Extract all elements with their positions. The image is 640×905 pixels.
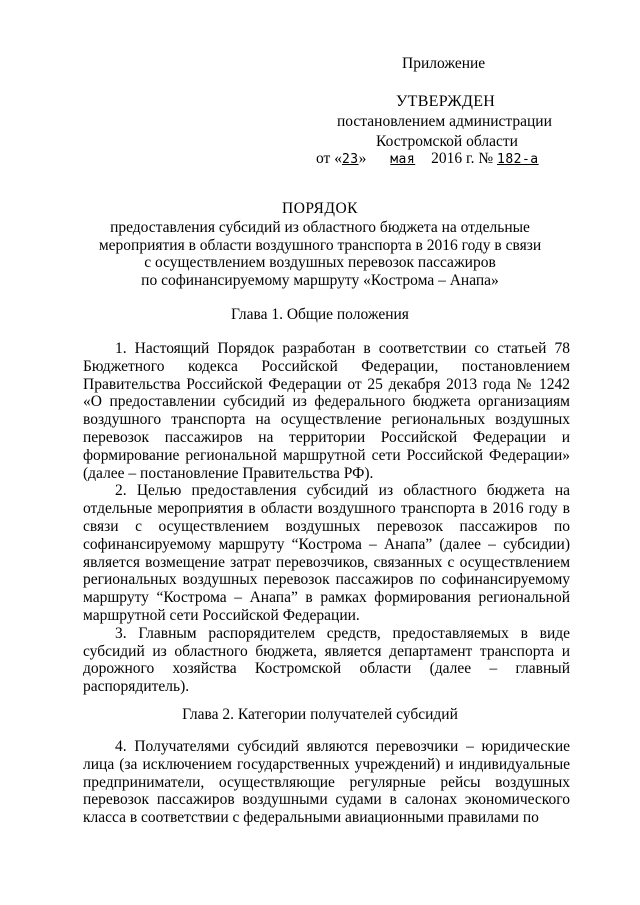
paragraph: 4. Получателями субсидий являются перевозчики – юридические лица (за исключением государственных учреждений) и индивидуальные предприниматели, осуществляющие регулярные рейсы воздушных перевозок пассажиров воздушными судами в салонах экономического класса в соответствии с федеральными авиационными правилами по (83, 738, 570, 827)
document-title: ПОРЯДОК (282, 200, 358, 217)
subtitle-line: с осуществлением воздушных перевозок пассажиров (144, 254, 496, 271)
approved-label: УТВЕРЖДЕН (396, 93, 496, 110)
decree-date-line (316, 150, 539, 168)
subtitle-line: мероприятия в области воздушного транспорта в 2016 году в связи (98, 236, 542, 254)
date-day: 23 (341, 152, 359, 167)
subtitle-line: предоставления субсидий из областного бюджета на отдельные (110, 219, 530, 236)
document-subtitle (60, 219, 580, 289)
decree-number: 182-а (497, 152, 539, 167)
paragraph: 2. Целью предоставления субсидий из областного бюджета на отдельные мероприятия в области воздушного транспорта в 2016 году в связи с осуществлением воздушных перевозок пассажиров по софинансируемому маршруту “Кострома – Анапа” (далее – субсидии) является возмещение затрат перевозчиков, связанных с осуществлением региональных воздушных перевозок пассажиров по софинансируемому маршруту “Кострома – Анапа” в рамках формирования региональной маршрутной сети Российской Федерации. (83, 482, 570, 624)
paragraph: 1. Настоящий Порядок разработан в соответствии со статьей 78 Бюджетного кодекса Российской Федерации, постановлением Правительства Российской Федерации от 25 декабря 2013 года № 1242 «О предоставлении субсидий из федерального бюджета организациям воздушного транспорта на осуществление региональных воздушных перевозок пассажиров на территории Российской Федерации и формирование региональной маршрутной сети Российской Федерации» (далее – постановление Правительства РФ). (83, 340, 570, 482)
region-label: Костромской области (376, 133, 518, 150)
date-month: мая (390, 152, 416, 167)
date-year: 2016 г. № (431, 150, 494, 167)
chapter-body (83, 340, 570, 696)
chapter-heading: Глава 2. Категории получателей субсидий (182, 706, 458, 723)
date-mid: » (358, 150, 367, 167)
paragraph: 3. Главным распорядителем средств, предоставляемых в виде субсидий из областного бюджета, является департамент транспорта и дорожного хозяйства Костромской области (далее – главный распорядитель). (83, 624, 570, 696)
appendix-label: Приложение (402, 55, 486, 72)
approved-by-label: постановлением администрации (337, 113, 552, 130)
subtitle-line: по софинансируемому маршруту «Кострома – Анапа» (141, 271, 499, 289)
date-prefix: от « (316, 150, 342, 167)
chapter-heading: Глава 1. Общие положения (231, 306, 409, 323)
chapter-body (83, 738, 570, 827)
